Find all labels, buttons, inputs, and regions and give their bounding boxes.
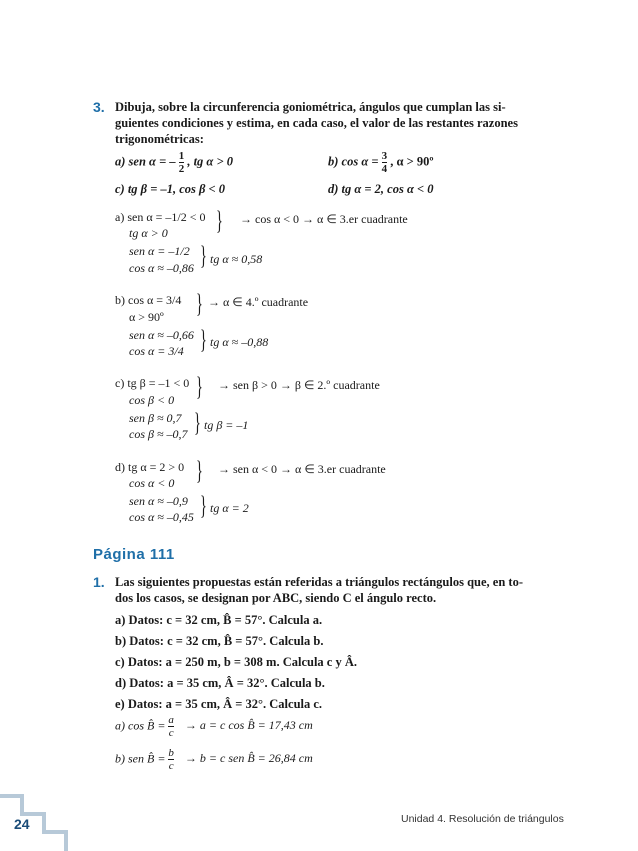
problem-3-number: 3. [93,99,105,115]
p1-sol-b [115,747,313,772]
sol-a-line3: sen α = –1/2 [129,244,190,258]
option-a-numerator: 1 [178,150,185,162]
sol-b-line1: b) cos α = 3/4 [115,293,182,307]
p1-sol-a-num: a [168,714,174,726]
problem-1-item-e: e) Datos: a = 35 cm, Â = 32°. Calcula c. [115,697,323,711]
p1-sol-b-den: c [168,760,174,772]
sol-d-line2: cos α < 0 [129,476,175,490]
page-number: 24 [14,816,30,832]
sol-d-result: tg α = 2 [210,501,249,515]
problem-3-text-line2: guientes condiciones y estima, en cada caso, el valor de las restantes razones [115,116,518,130]
problem-3-text-line1: Dibuja, sobre la circunferencia goniométrica, ángulos que cumplan las si- [115,100,506,114]
option-c: c) tg β = –1, cos β < 0 [115,182,226,196]
problem-3-text-line3: trigonométricas: [115,132,204,146]
sol-c-arrow: → sen β > 0 → β ∈ 2.º cuadrante [218,378,380,392]
sol-d-brace: } [196,456,203,485]
option-a-fraction [179,150,185,175]
problem-1-item-a: a) Datos: c = 32 cm, B̂ = 57°. Calcula a. [115,613,323,627]
problem-1-number: 1. [93,574,105,590]
sol-a-line4: cos α ≈ –0,86 [129,261,194,275]
problem-1-item-d: d) Datos: a = 35 cm, Â = 32°. Calcula b. [115,676,325,690]
problem-1-text-line1: Las siguientes propuestas están referidas a triángulos rectángulos que, en to- [115,575,524,589]
sol-c-line2: cos β < 0 [129,393,175,407]
sol-c-result: tg β = –1 [204,418,249,432]
problem-1-item-c: c) Datos: a = 250 m, b = 308 m. Calcula c y Â. [115,655,357,669]
sol-a-brace2: } [200,241,207,270]
option-b-label: b) cos α = [328,154,379,169]
option-b-denominator: 4 [381,163,388,175]
problem-1-item-b: b) Datos: c = 32 cm, B̂ = 57°. Calcula b. [115,634,324,648]
sol-c-brace2: } [194,408,201,437]
p1-sol-b-left: b) sen B̂ = [115,751,166,766]
p1-sol-b-num: b [168,747,174,759]
option-b [328,150,433,175]
p1-sol-a-left: a) cos B̂ = [115,718,166,733]
option-b-fraction [382,150,388,175]
sol-c-line4: cos β ≈ –0,7 [129,427,188,441]
sol-a-line2: tg α > 0 [129,226,168,240]
problem-1-text-line2: dos los casos, se designan por ABC, siendo C el ángulo recto. [115,591,437,605]
sol-b-line3: sen α ≈ –0,66 [129,328,194,342]
sol-d-line1: d) tg α = 2 > 0 [115,460,185,474]
sol-b-arrow: → α ∈ 4.º cuadrante [208,295,309,309]
sol-a-result: tg α ≈ 0,58 [210,252,263,266]
sol-d-line4: cos α ≈ –0,45 [129,510,194,524]
sol-b-line4: cos α = 3/4 [129,344,184,358]
p1-sol-a-fraction [168,714,174,739]
sol-b-brace: } [196,289,203,318]
p1-sol-a-den: c [168,727,174,739]
page-corner-decoration [0,792,70,851]
option-a [115,150,233,175]
option-d: d) tg α = 2, cos α < 0 [328,182,434,196]
sol-a-arrow: → cos α < 0 → α ∈ 3.er cuadrante [240,212,408,226]
p1-sol-a [115,714,313,739]
sol-c-line3: sen β ≈ 0,7 [129,411,182,425]
sol-a-brace: } [216,206,223,235]
sol-d-brace2: } [200,491,207,520]
p1-sol-a-right: → a = c cos B̂ = 17,43 cm [184,718,313,733]
section-title: Página 111 [93,546,175,563]
option-a-rest: , tg α > 0 [187,154,233,169]
p1-sol-b-fraction [168,747,174,772]
sol-c-line1: c) tg β = –1 < 0 [115,376,190,390]
p1-sol-b-right: → b = c sen B̂ = 26,84 cm [184,751,313,766]
option-a-label: a) sen α = – [115,154,176,169]
footer-unit-title: Unidad 4. Resolución de triángulos [401,813,564,825]
sol-b-brace2: } [200,325,207,354]
sol-d-line3: sen α ≈ –0,9 [129,494,188,508]
sol-b-line2: α > 90º [129,310,164,324]
option-b-rest: , α > 90º [390,154,434,169]
sol-c-brace: } [196,372,203,401]
sol-a-line1: a) sen α = –1/2 < 0 [115,210,206,224]
option-a-denominator: 2 [178,163,185,175]
sol-d-arrow: → sen α < 0 → α ∈ 3.er cuadrante [218,462,386,476]
option-b-numerator: 3 [381,150,388,162]
sol-b-result: tg α ≈ –0,88 [210,335,269,349]
